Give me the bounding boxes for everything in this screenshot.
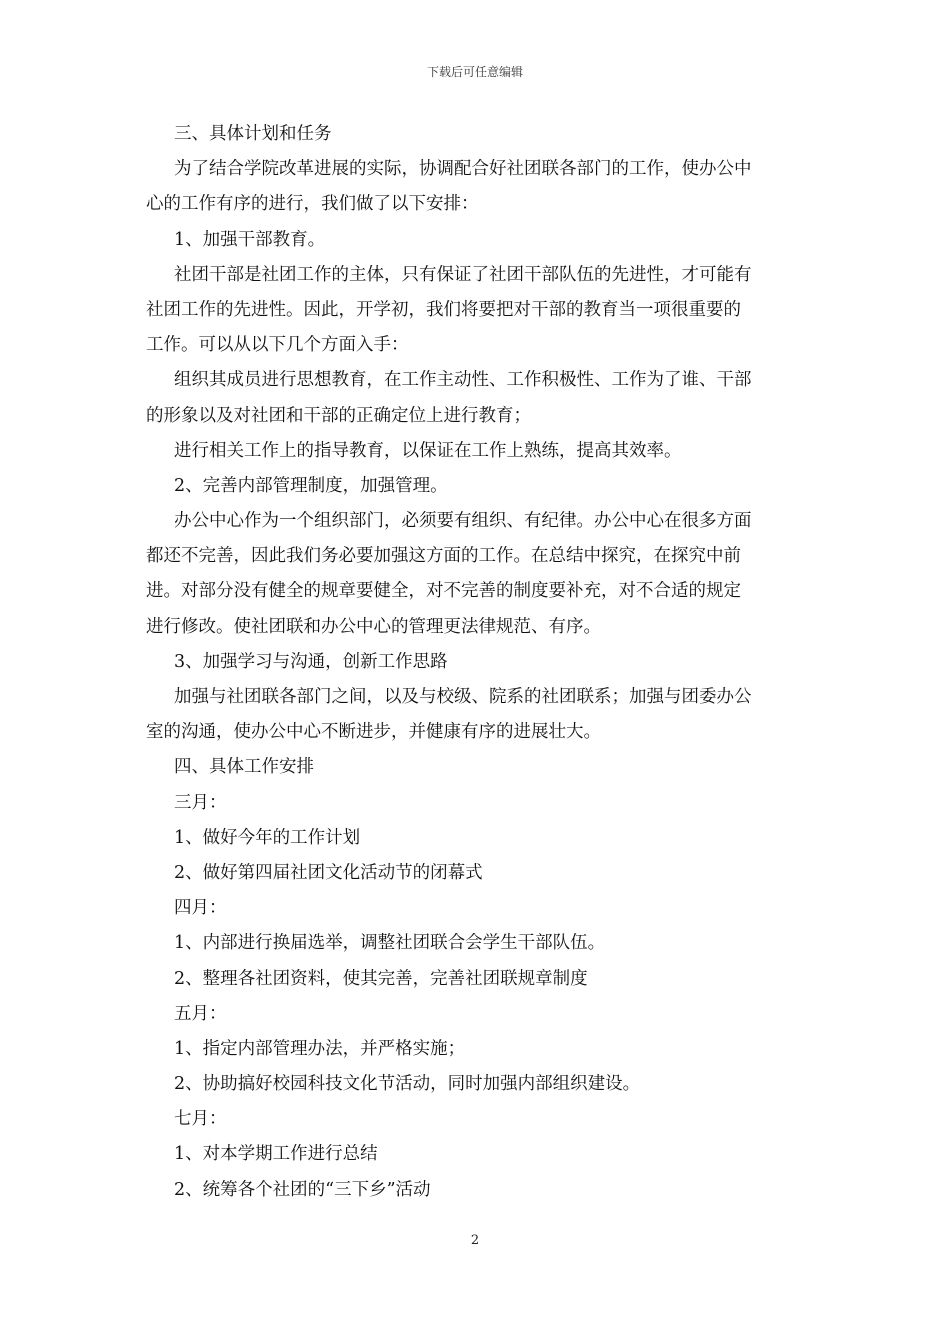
list-item: 2、协助搞好校园科技文化节活动，同时加强内部组织建设。 — [174, 1074, 641, 1095]
list-item: 1、对本学期工作进行总结 — [174, 1144, 378, 1165]
list-heading: 3、加强学习与沟通，创新工作思路 — [174, 651, 448, 672]
list-heading: 1、加强干部教育。 — [174, 229, 326, 250]
paragraph-line: 进行修改。使社团联和办公中心的管理更法律规范、有序。 — [146, 616, 601, 637]
paragraph-line: 心的工作有序的进行，我们做了以下安排： — [146, 194, 479, 215]
paragraph-line: 加强与社团联各部门之间，以及与校级、院系的社团联系；加强与团委办公 — [174, 687, 752, 707]
paragraph-line: 室的沟通，使办公中心不断进步，并健康有序的进展壮大。 — [146, 722, 601, 743]
list-item: 2、统筹各个社团的“三下乡”活动 — [174, 1179, 431, 1200]
month-heading: 四月： — [174, 898, 227, 919]
month-heading: 三月： — [174, 792, 227, 813]
month-heading: 七月： — [174, 1109, 227, 1130]
paragraph-line: 工作。可以从以下几个方面入手： — [146, 335, 409, 356]
paragraph-line: 进行相关工作上的指导教育，以保证在工作上熟练，提高其效率。 — [174, 440, 682, 461]
section-heading: 三、具体计划和任务 — [174, 124, 332, 144]
document-body — [146, 117, 808, 1208]
page-number: 2 — [470, 1233, 480, 1248]
list-item: 1、内部进行换届选举，调整社团联合会学生干部队伍。 — [174, 933, 606, 954]
paragraph-line: 进。对部分没有健全的规章要健全，对不完善的制度要补充，对不合适的规定 — [146, 581, 741, 602]
paragraph-line: 的形象以及对社团和干部的正确定位上进行教育； — [146, 405, 531, 426]
paragraph-line: 组织其成员进行思想教育，在工作主动性、工作积极性、工作为了谁、干部 — [174, 370, 752, 391]
paragraph-line: 为了结合学院改革进展的实际，协调配合好社团联各部门的工作，使办公中 — [174, 159, 752, 180]
paragraph-line: 办公中心作为一个组织部门，必须要有组织、有纪律。办公中心在很多方面 — [174, 511, 752, 532]
list-heading: 2、完善内部管理制度，加强管理。 — [174, 475, 448, 496]
list-item: 1、指定内部管理办法，并严格实施； — [174, 1038, 466, 1059]
list-item: 2、整理各社团资料，使其完善，完善社团联规章制度 — [174, 968, 588, 989]
paragraph-line: 社团工作的先进性。因此，开学初，我们将要把对干部的教育当一项很重要的 — [146, 299, 741, 320]
month-heading: 五月： — [174, 1003, 227, 1024]
section-heading: 四、具体工作安排 — [174, 757, 314, 778]
list-item: 1、做好今年的工作计划 — [174, 827, 361, 848]
paragraph-line: 都还不完善，因此我们务必要加强这方面的工作。在总结中探究，在探究中前 — [146, 546, 741, 567]
page-header: 下载后可任意编辑 — [426, 65, 523, 79]
list-item: 2、做好第四届社团文化活动节的闭幕式 — [174, 862, 483, 883]
paragraph-line: 社团干部是社团工作的主体，只有保证了社团干部队伍的先进性，才可能有 — [174, 264, 752, 285]
